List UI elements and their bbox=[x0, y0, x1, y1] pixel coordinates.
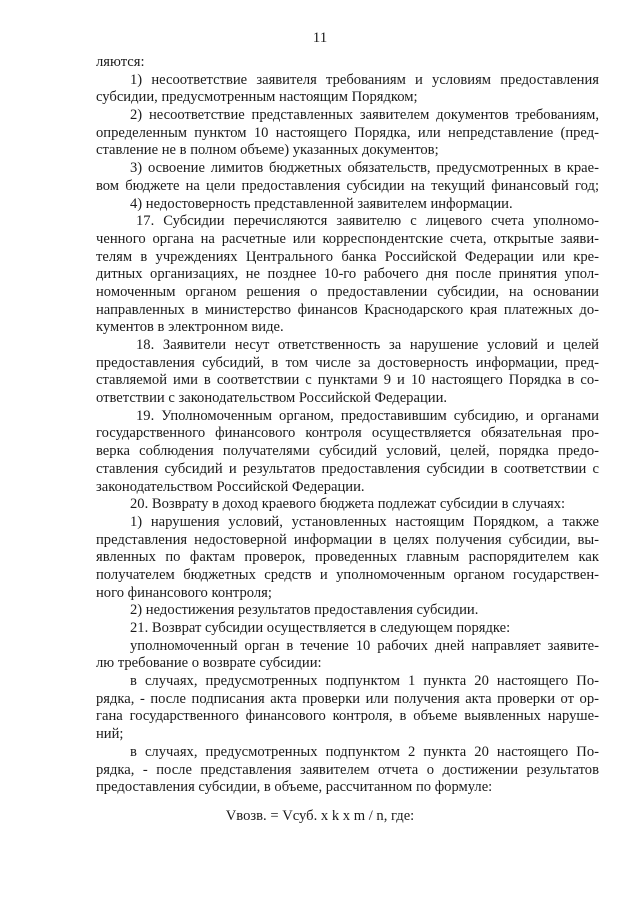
text-line: рядка, - после представления заявителем отчета о достижении результатов bbox=[96, 761, 599, 778]
text-line: телям в учреждениях Центрального банка Российской Федерации или кре- bbox=[96, 248, 599, 265]
text-line: представления недостоверной информации в целях получения субсидии, вы- bbox=[96, 531, 599, 548]
text-line: в случаях, предусмотренных подпунктом 1 пункта 20 настоящего По- bbox=[130, 673, 599, 690]
text-line: вом бюджете на цели предоставления субсидии на текущий финансовый год; bbox=[96, 177, 599, 194]
page-number: 11 bbox=[312, 30, 328, 46]
text-line: 1) несоответствие заявителя требованиям и условиям предоставления bbox=[130, 71, 599, 88]
text-line: 3) освоение лимитов бюджетных обязательств, предусмотренных в крае- bbox=[130, 160, 599, 177]
text-line: ляются: bbox=[96, 54, 145, 70]
text-line: ставляемой ими в соответствии с пунктами 9 и 10 настоящего Порядка в со- bbox=[96, 372, 599, 389]
text-line: уполномоченный орган в течение 10 рабочих дней направляет заявите- bbox=[130, 637, 599, 654]
formula: Vвозв. = Vсуб. x k x m / n, где: bbox=[225, 808, 415, 824]
text-line: ставление не в полном объеме) указанных документов; bbox=[96, 142, 439, 159]
text-line: верка соблюдения получателями субсидий условий, целей, порядка предо- bbox=[96, 443, 599, 460]
text-line: законодательством Российской Федерации. bbox=[96, 478, 365, 495]
text-line: рядка, - после подписания акта проверки или получения акта проверки от ор- bbox=[96, 690, 599, 707]
text-line: кументов в электронном виде. bbox=[96, 319, 284, 336]
text-line: определенным пунктом 10 настоящего Порядка, или непредставление (пред- bbox=[96, 124, 599, 141]
text-line: дитных организациях, не позднее 10-го рабочего дня после принятия упол- bbox=[96, 266, 599, 283]
text-line: получателем бюджетных средств и уполномоченным органом государствен- bbox=[96, 566, 599, 583]
text-line: ного финансового контроля; bbox=[96, 584, 272, 601]
text-line: 2) недостижения результатов предоставления субсидии. bbox=[130, 602, 479, 619]
text-line: лю требование о возврате субсидии: bbox=[96, 655, 322, 672]
text-line: направленных в министерство финансов Краснодарского края платежных до- bbox=[96, 301, 599, 318]
document-body bbox=[96, 54, 599, 797]
text-line: 2) несоответствие представленных заявителем документов требованиям, bbox=[130, 107, 599, 124]
text-line: ний; bbox=[96, 726, 124, 743]
text-line: ченного органа на расчетные или корреспондентские счета, открытые заяви- bbox=[96, 230, 599, 247]
text-line: государственного финансового контроля осуществляется обязательная про- bbox=[96, 425, 599, 442]
text-line: субсидии, предусмотренным настоящим Порядком; bbox=[96, 89, 418, 106]
text-line: 21. Возврат субсидии осуществляется в следующем порядке: bbox=[130, 620, 511, 636]
text-line: номоченным органом решения о предоставлении субсидии, на основании bbox=[96, 283, 599, 300]
text-line: 17. Субсидии перечисляются заявителю с лицевого счета уполномо- bbox=[136, 213, 599, 230]
text-line: 1) нарушения условий, установленных настоящим Порядком, а также bbox=[130, 513, 599, 530]
text-line: ответствии с законодательством Российской Федерации. bbox=[96, 390, 448, 407]
text-line: 20. Возврату в доход краевого бюджета подлежат субсидии в случаях: bbox=[130, 496, 566, 513]
text-line: в случаях, предусмотренных подпунктом 2 пункта 20 настоящего По- bbox=[130, 743, 599, 760]
text-line: 18. Заявители несут ответственность за нарушение условий и целей bbox=[136, 337, 599, 353]
text-line: предоставления субсидии, в объеме, рассчитанном по формуле: bbox=[96, 779, 493, 796]
text-line: явленных по фактам проверок, проведенных главным распорядителем как bbox=[96, 549, 599, 566]
text-line: ставления субсидий и результатов предоставления субсидии в соответствии с bbox=[96, 460, 599, 477]
text-line: предоставления субсидий, в том числе за достоверность информации, пред- bbox=[96, 354, 599, 371]
text-line: 4) недостоверность представленной заявителем информации. bbox=[130, 195, 513, 212]
text-line: гана государственного финансового контроля, в объеме выявленных наруше- bbox=[96, 708, 599, 725]
text-line: 19. Уполномоченным органом, предоставившим субсидию, и органами bbox=[136, 407, 599, 424]
